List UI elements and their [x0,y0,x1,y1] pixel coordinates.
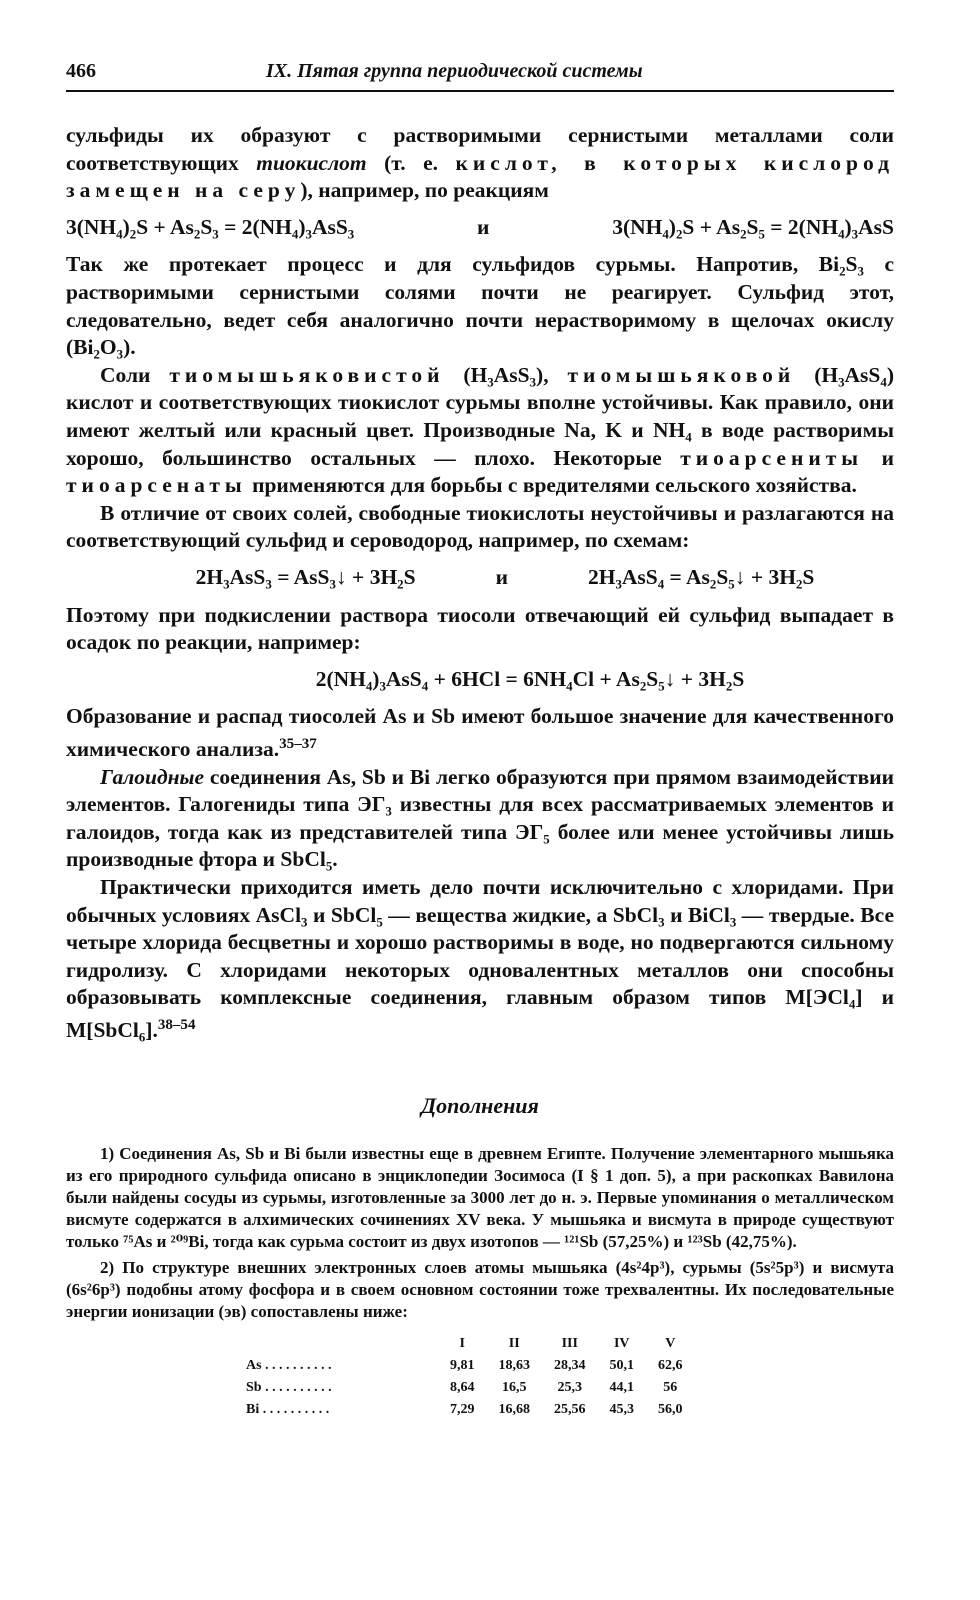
table-row: Sb . . . . . . . . . . 8,64 16,5 25,3 44,1 56 [246,1379,678,1395]
equation-2: 2H₃AsS₃ = AsS₃↓ + 3H₂S и 2H₃AsS₄ = As₂S₅↓ + 3H₂S [195,564,815,589]
equation-3: 2(NH₄)₃AsS₄ + 6HCl = 6NH₄Cl + As₂S₅↓ + 3H₂S [315,666,745,691]
paragraph-3: Соли тиомышьяковистой (H₃AsS₃), тиомышьяковой (H₃AsS₄) кислот и соответствующих тиокислот сурьмы вполне устойчивы. Как правило, они имеют желтый или красный цвет. Производные Na, K и NH₄ в воде растворимы хорошо, большинство остальных — плохо. Некоторые тиоарсениты и тиоарсенаты применяются для борьбы с вредителями сельского хозяйства. [66,362,895,498]
addition-2: 2) По структуре внешних электронных слоев атомы мышьяка (4s²4p³), сурьмы (5s²5p³) и висмута (6s²6p³) подобны атому фосфора и в своем основном состоянии тоже трехвалентны. Их последовательные энергии ионизации (эв) сопоставлены ниже: [66,1257,894,1321]
paragraph-5: Поэтому при подкислении раствора тиосоли отвечающий ей сульфид выпадает в осадок по реакции, например: [66,602,894,655]
reference-35-37: 35–37 [279,735,317,752]
ionization-table [246,1333,695,1421]
paragraph-8: Практически приходится иметь дело почти исключительно с хлоридами. При обычных условиях AsCl₃ и SbCl₅ — вещества жидкие, а SbCl₃ и BiCl₃ — твердые. Все четыре хлорида бесцветны и хорошо растворимы в воде, но подвергаются сильному гидролизу. С хлоридами некоторых одновалентных металлов они способны образовывать комплексные соединения, главным образом типов M[ЭCl₄] и M[SbCl₆].$^{38-54}$ [66,875,894,1043]
additions-text [66,1143,894,1323]
paragraph-6: Образование и распад тиосолей As и Sb имеют большое значение для качественного химического анализа.$^{35-37}$ [66,704,894,762]
additions-heading: Дополнения [421,1092,539,1118]
table-header-row: I II III IV V [459,1335,676,1351]
page [66,60,894,1421]
page-number: 466 [66,60,96,82]
table-row: Bi . . . . . . . . . . 7,29 16,68 25,56 45,3 56,0 [246,1401,683,1417]
main-text [66,122,894,1045]
paragraph-4: В отличие от своих солей, свободные тиокислоты неустойчивы и разлагаются на соответствующий сульфид и сероводород, например, по схемам: [66,500,894,553]
equation-1: 3(NH₄)₂S + As₂S₃ = 2(NH₄)₃AsS₃ и 3(NH₄)₂S + As₂S₅ = 2(NH₄)₃AsS [66,214,894,239]
paragraph-1: сульфиды их образуют с растворимыми сернистыми металлами соли соответствующих тиокислот (т. е. кислот, в которых кислород замещен на серу), например, по реакциям [66,123,894,203]
addition-1: 1) Соединения As, Sb и Bi были известны еще в древнем Египте. Получение элементарного мышьяка из его природного сульфида описано в энциклопедии Зосимоса (I § 1 доп. 5), а при раскопках Вавилона были найдены сосуды из сурьмы, изготовленные за 3000 лет до н. э. Первые упоминания о металлическом висмуте содержатся в алхимических сочинениях XV века. У мышьяка и висмута в природе существуют только ⁷⁵As и ²⁰⁹Bi, тогда как сурьма состоит из двух изотопов — ¹²¹Sb (57,25%) и ¹²³Sb (42,75%). [66,1143,894,1251]
paragraph-2: Так же протекает процесс и для сульфидов сурьмы. Напротив, Bi₂S₃ с растворимыми сернистыми солями почти не реагирует. Сульфид этот, следовательно, ведет себя аналогично почти нерастворимому в щелочах окислу (Bi₂O₃). [66,252,894,360]
paragraph-7: Галоидные соединения As, Sb и Bi легко образуются при прямом взаимодействии элементов. Галогениды типа ЭГ₃ известны для всех рассматриваемых элементов и галоидов, тогда как из представителей типа ЭГ₅ более или менее устойчивы лишь производные фтора и SbCl₅. [66,764,894,872]
running-header [66,60,894,92]
reference-38-54: 38–54 [157,1016,196,1033]
table-row: As . . . . . . . . . . 9,81 18,63 28,34 50,1 62,6 [246,1357,683,1373]
running-title: IX. Пятая группа периодической системы [266,60,643,82]
